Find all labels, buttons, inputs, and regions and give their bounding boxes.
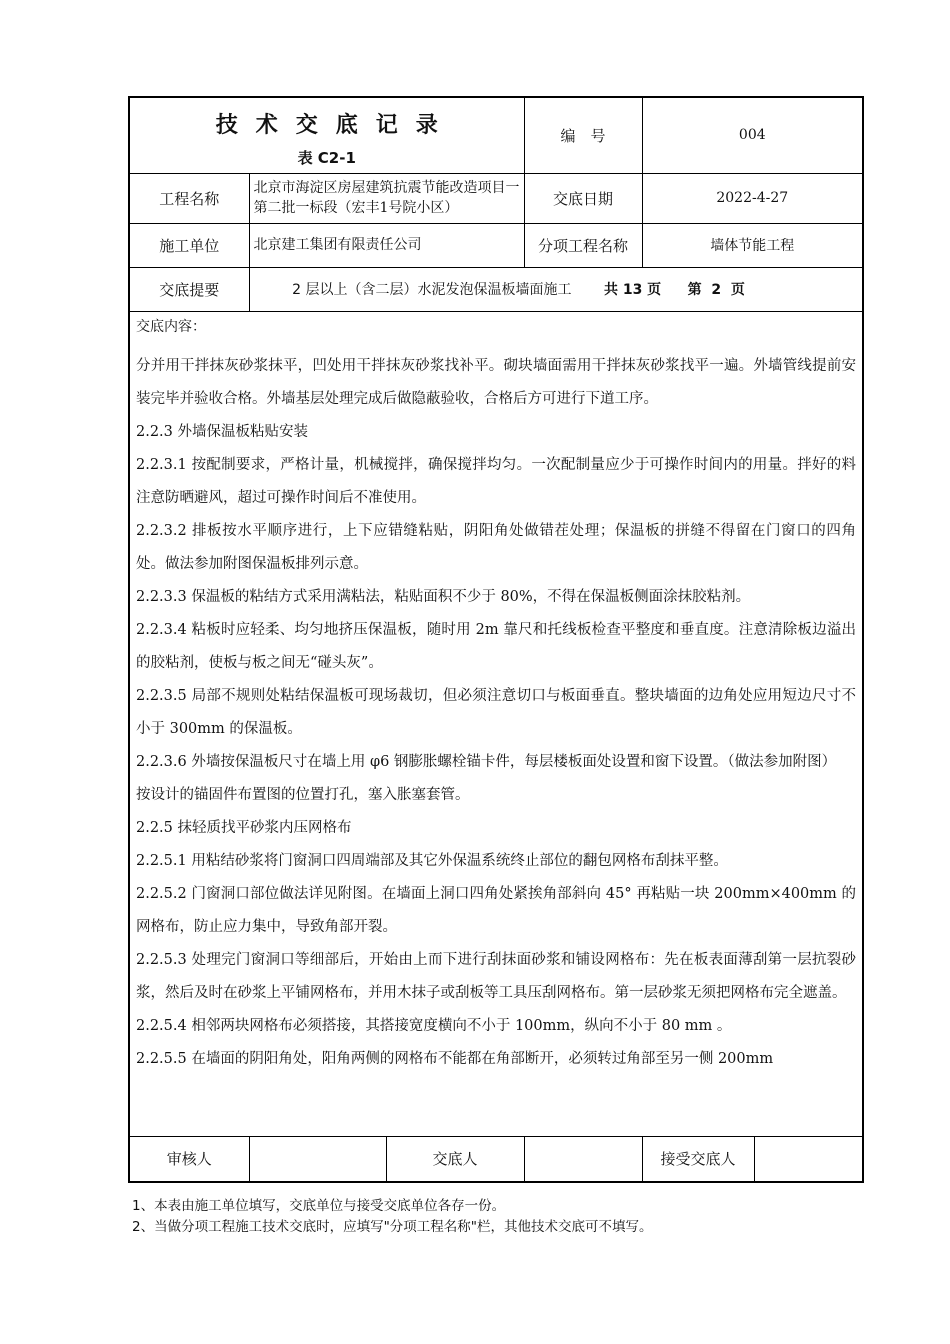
disclosure-form	[128, 96, 862, 1183]
content-paragraph: 2.2.3.2 排板按水平顺序进行，上下应错缝粘贴，阴阳角处做错茬处理；保温板的拼缝不得留在门窗口的四角处。做法参加附图保温板排列示意。	[136, 522, 857, 572]
receiver-signature-field[interactable]	[754, 1136, 863, 1182]
project-name-value: 北京市海淀区房屋建筑抗震节能改造项目一第二批一标段（宏丰1号院小区）	[249, 173, 524, 223]
content-paragraph: 2.2.5.4 相邻两块网格布必须搭接，其搭接宽度横向不小于 100mm，纵向不小于 80 mm 。	[136, 1017, 732, 1034]
content-paragraph: 2.2.3.3 保温板的粘结方式采用满粘法，粘贴面积不少于 80%，不得在保温板侧面涂抹胶粘剂。	[136, 588, 751, 605]
content-paragraph: 2.2.5.1 用粘结砂浆将门窗洞口四周端部及其它外保温系统终止部位的翻包网格布刮抹平整。	[136, 852, 728, 869]
content-paragraph: 2.2.5.3 处理完门窗洞口等细部后，开始由上而下进行刮抹面砂浆和铺设网格布：先在板表面薄刮第一层抗裂砂浆，然后及时在砂浆上平铺网格布，并用木抹子或刮板等工具压刮网格布。第一层砂浆无须把网格布完全遮盖。	[136, 951, 857, 1001]
content-paragraph: 2.2.5 抹轻质找平砂浆内压网格布	[136, 819, 352, 836]
reviewer-signature-field[interactable]	[249, 1136, 386, 1182]
summary-text: 2 层以上（含二层）水泥发泡保温板墙面施工	[292, 282, 572, 298]
receiver-label: 接受交底人	[642, 1136, 754, 1182]
form-title: 技术交底记录	[215, 113, 456, 139]
content-paragraph: 2.2.3.1 按配制要求，严格计量，机械搅拌，确保搅拌均匀。一次配制量应少于可操作时间内的用量。拌好的料注意防晒避风，超过可操作时间后不准使用。	[136, 456, 857, 506]
title-cell	[129, 97, 524, 173]
page-current: 第 2 页	[687, 282, 745, 298]
date-label: 交底日期	[524, 173, 642, 223]
form-code: 表 C2-1	[297, 149, 356, 168]
project-name-label: 工程名称	[129, 173, 249, 223]
date-value: 2022-4-27	[642, 173, 863, 223]
discloser-signature-field[interactable]	[524, 1136, 642, 1182]
content-paragraph: 分并用干拌抹灰砂浆抹平，凹处用干拌抹灰砂浆找补平。砌块墙面需用干拌抹灰砂浆找平一遍。外墙管线提前安装完毕并验收合格。外墙基层处理完成后做隐蔽验收，合格后方可进行下道工序。	[136, 357, 857, 407]
content-paragraph: 2.2.3.5 局部不规则处粘结保温板可现场裁切，但必须注意切口与板面垂直。整块墙面的边角处应用短边尺寸不小于 300mm 的保温板。	[136, 687, 857, 737]
content-body	[130, 340, 862, 1136]
content-paragraph: 2.2.3.6 外墙按保温板尺寸在墙上用 φ6 钢膨胀螺栓锚卡件，每层楼板面处设置和窗下设置。（做法参加附图）	[136, 753, 837, 770]
form-table	[128, 96, 864, 1183]
summary-label: 交底提要	[129, 267, 249, 311]
sub-project-value: 墙体节能工程	[642, 223, 863, 267]
pages-total: 共 13 页	[603, 282, 662, 298]
content-paragraph: 2.2.5.2 门窗洞口部位做法详见附图。在墙面上洞口四角处紧挨角部斜向 45° 再粘贴一块 200mm×400mm 的网格布，防止应力集中，导致角部开裂。	[136, 885, 857, 935]
unit-label: 施工单位	[129, 223, 249, 267]
content-cell	[129, 311, 863, 1136]
footnotes	[132, 1196, 872, 1238]
content-label: 交底内容：	[136, 318, 206, 335]
number-value: 004	[642, 97, 863, 173]
reviewer-label: 审核人	[129, 1136, 249, 1182]
content-paragraph: 按设计的锚固件布置图的位置打孔，塞入胀塞套管。	[136, 786, 470, 803]
content-paragraph: 2.2.5.5 在墙面的阴阳角处，阳角两侧的网格布不能都在角部断开，必须转过角部至另一侧 200mm	[136, 1050, 774, 1067]
footnote-2: 2、当做分项工程施工技术交底时，应填写"分项工程名称"栏，其他技术交底可不填写。	[132, 1219, 653, 1235]
number-label: 编 号	[524, 97, 642, 173]
summary-cell	[249, 267, 863, 311]
unit-value: 北京建工集团有限责任公司	[249, 223, 524, 267]
sub-project-label: 分项工程名称	[524, 223, 642, 267]
footnote-1: 1、本表由施工单位填写，交底单位与接受交底单位各存一份。	[132, 1198, 506, 1214]
content-paragraph: 2.2.3.4 粘板时应轻柔、均匀地挤压保温板，随时用 2m 靠尺和托线板检查平整度和垂直度。注意清除板边溢出的胶粘剂，使板与板之间无“碰头灰”。	[136, 621, 857, 671]
discloser-label: 交底人	[386, 1136, 524, 1182]
content-paragraph: 2.2.3 外墙保温板粘贴安装	[136, 423, 309, 440]
